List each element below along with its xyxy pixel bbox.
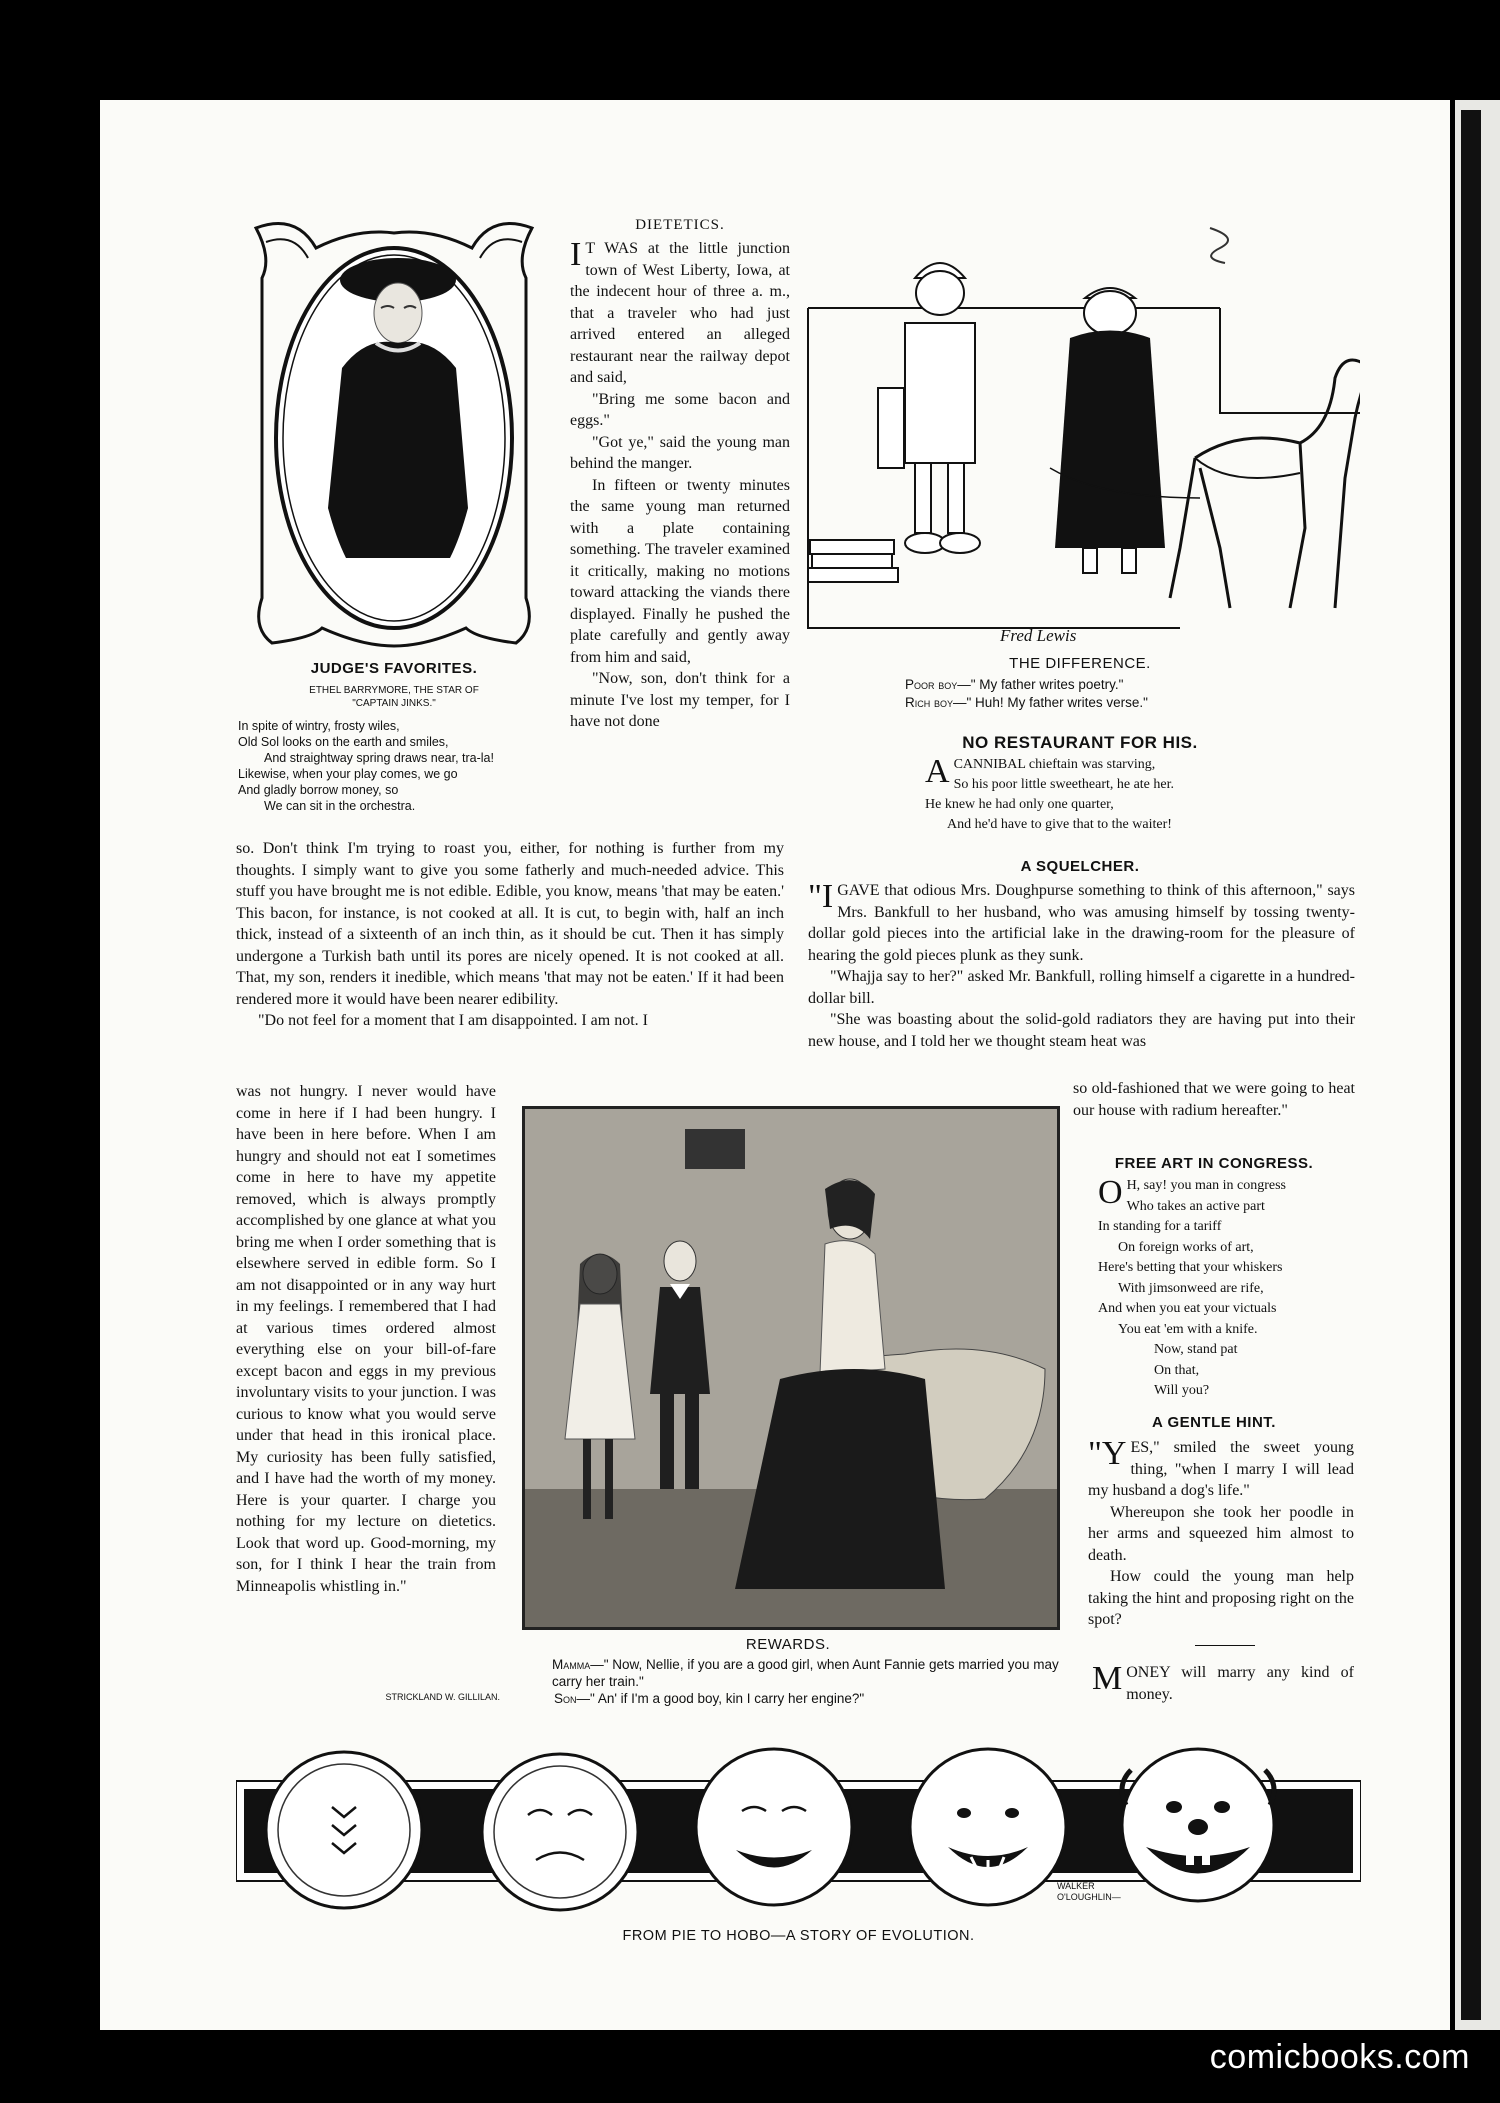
dialogue: " Huh! My father writes verse." [966,695,1148,710]
evolution-strip [236,1715,1361,1940]
poem-line: Old Sol looks on the earth and smiles, [238,735,449,749]
dialogue: " An' if I'm a good boy, kin I carry her engine?" [590,1691,865,1706]
dietetics-paragraph: T WAS at the little junction town of West Liberty, Iowa, at the indecent hour of three a. m., that a traveler who had just arrived entered an alleged restaurant near the railway depot and said, [570,240,790,386]
dietetics-narrow-text [236,1081,496,1597]
face-hobo [1122,1749,1274,1901]
rewards-title: REWARDS. [745,1636,831,1653]
squelcher-paragraph: "She was boasting about the solid-gold radiators they are having put into their new house, and I told her we thought steam heat was [808,1011,1355,1050]
signature-line: O'LOUGHLIN— [1057,1892,1121,1902]
poem-line: And straightway spring draws near, tra-la! [264,751,494,765]
dietetics-paragraph: "Now, son, don't think for a minute I've lost my temper, for I have not done [570,670,790,730]
gentle-hint-text [1088,1437,1354,1631]
section-rule [1195,1645,1255,1646]
drop-cap: "Y [1088,1435,1127,1472]
speaker: Son— [554,1691,591,1706]
face-pie [266,1752,422,1908]
rewards-illustration [522,1106,1060,1630]
portrait-frame [236,218,552,650]
poem-line: Now, stand pat [1154,1342,1238,1357]
difference-cartoon [800,218,1360,658]
poem-line: CANNIBAL chieftain was starving, [953,757,1156,772]
poem-line: On foreign works of art, [1118,1239,1254,1255]
poem-line: So his poor little sweetheart, he ate her. [953,777,1175,792]
no-restaurant-poem [925,755,1265,835]
poem-line: On that, [1154,1362,1200,1378]
speaker: Poor boy— [905,677,971,692]
books-stack [808,540,898,582]
poem-line: And gladly borrow money, so [238,783,399,797]
dialogue: " My father writes poetry." [970,677,1124,692]
poem-line: Will you? [1154,1383,1210,1398]
watermark: comicbooks.com [1209,2038,1470,2076]
poem-line: We can sit in the orchestra. [264,799,416,813]
money-paragraph: ONEY will marry any kind of money. [1126,1664,1354,1703]
dietetics-paragraph: In fifteen or twenty minutes the same young man returned with a plate containing something. The traveler examined it critically, making no motions toward attacking the viands there displayed. Finally he pushed the plate carefully and gently away from him and said, [570,476,790,666]
gentle-hint-title: A GENTLE HINT. [1152,1414,1276,1431]
squelcher-paragraph: so old-fashioned that we were going to heat our house with radium hereafter." [1073,1080,1355,1119]
poem-line: You eat 'em with a knife. [1118,1321,1258,1337]
rewards-scene [525,1109,1057,1627]
poem-line: Likewise, when your play comes, we go [238,767,458,781]
speaker: Mamma— [552,1657,604,1672]
dietetics-paragraph: "Do not feel for a moment that I am disappointed. I am not. I [258,1012,648,1029]
rich-boy-figure [1055,288,1165,573]
gentle-hint-paragraph: Whereupon she took her poodle in her arms and squeezed him almost to death. [1088,1503,1354,1564]
squelcher-text [808,880,1355,1052]
face-smile [696,1749,852,1905]
squelcher-continued [1073,1078,1355,1121]
squelcher-title: A SQUELCHER. [1020,858,1140,875]
drop-cap: I [570,236,582,273]
portrait-subtitle-2: "CAPTAIN JINKS." [352,698,436,709]
poem-line: Here's betting that your whiskers [1098,1260,1283,1275]
rewards-caption [552,1656,1072,1707]
dietetics-paragraph: was not hungry. I never would have come in here if I had been hungry. I have been in here before. When I am hungry and should not eat I sometimes come in here to have my appetite removed, which is always promptly accomplished by one glance at what you bring me when I order something that is elsewhere served in edible form. So I am not disappointed or in any way hurt in my feelings. I remembered that I had at various times ordered almost everything else on your bill-of-fare except bacon and eggs in my previous involuntary visits to your junction. I was curious to know what you would serve under that head in this ironical place. My curiosity has been fully satisfied, and I have had the worth of my money. Here is your quarter. I charge you nothing for my lecture on dietetics. Look that word up. Good-morning, my son, for I think I hear the train from Minneapolis whistling in." [236,1083,496,1595]
poem-line: In standing for a tariff [1098,1219,1222,1234]
drop-cap: A [925,753,950,790]
gentle-hint-paragraph: ES," smiled the sweet young thing, "when I marry I will lead my husband a dog's life." [1088,1439,1354,1499]
gentle-hint-paragraph: How could the young man help taking the hint and proposing right on the spot? [1088,1568,1354,1628]
drop-cap: O [1098,1174,1123,1211]
dietetics-byline: STRICKLAND W. GILLILAN. [385,1692,500,1702]
dietetics-paragraph: "Bring me some bacon and eggs." [570,390,790,429]
no-restaurant-title: NO RESTAURANT FOR HIS. [962,733,1198,752]
drop-cap: M [1092,1660,1123,1697]
free-art-poem [1098,1176,1358,1402]
evolution-caption: FROM PIE TO HOBO—A STORY OF EVOLUTION. [622,1928,975,1944]
face-pie-frown [482,1754,638,1910]
dialogue: " Now, Nellie, if you are a good girl, when Aunt Fannie gets married you may carry her train." [552,1657,1059,1689]
dietetics-title: DIETETICS. [635,217,725,233]
drop-cap: "I [808,878,834,915]
dietetics-paragraph: "Got ye," said the young man behind the manger. [570,433,790,472]
greyhound-dog [1170,360,1360,608]
free-art-title: FREE ART IN CONGRESS. [1114,1155,1314,1172]
speaker: Rich boy— [905,695,967,710]
difference-title: THE DIFFERENCE. [1009,655,1151,672]
dietetics-column [570,238,790,733]
poem-line: Who takes an active part [1126,1198,1265,1214]
portrait-subtitle-1: ETHEL BARRYMORE, THE STAR OF [309,685,479,696]
spine-shadow [1461,110,1481,2020]
poor-boy-figure [878,263,980,553]
wall-picture [685,1129,745,1169]
difference-caption [905,676,1305,712]
poem-line: And when you eat your victuals [1098,1301,1277,1316]
signature-line: WALKER [1057,1881,1095,1891]
dietetics-wide-text [236,838,784,1032]
portrait-poem [238,718,558,814]
portrait-title: JUDGE'S FAVORITES. [310,660,478,677]
squelcher-paragraph: "Whajja say to her?" asked Mr. Bankfull, rolling himself a cigarette in a hundred-dollar bill. [808,968,1355,1007]
face-grin [910,1749,1066,1905]
evolution-signature [1057,1881,1121,1903]
poem-line: In spite of wintry, frosty wiles, [238,719,400,733]
poem-line: With jimsonweed are rife, [1118,1280,1264,1296]
poem-line: H, say! you man in congress [1126,1178,1286,1193]
poem-line: And he'd have to give that to the waiter! [947,817,1172,832]
money-text [1092,1662,1354,1705]
dietetics-paragraph: so. Don't think I'm trying to roast you, either, for nothing is further from my thoughts. I simply want to give you some fatherly and much-needed advice. This stuff you have brought me is not edible. Edible, you know, means 'that may be eaten.' This bacon, for instance, is not cooked at all. It is cut, to begin with, half an inch thick, instead of a sixteenth of an inch thin, as it should be cut. Then it has simply undergone a Turkish bath until its pores are nicely opened. It is not cooked at all. That, my son, renders it inedible, which means 'that may not be eaten.' If it had been rendered more it would have been nearer edibility. [236,840,784,1008]
poem-line: He knew he had only one quarter, [925,797,1114,812]
squelcher-paragraph: GAVE that odious Mrs. Doughpurse something to think of this afternoon," says Mrs. Bankfull to her husband, who was amusing himself by tossing twenty-dollar gold pieces into the artificial lake in the drawing-room for the pleasure of hearing the gold pieces plunk as they sunk. [808,882,1355,964]
difference-signature: Fred Lewis [1000,626,1077,645]
